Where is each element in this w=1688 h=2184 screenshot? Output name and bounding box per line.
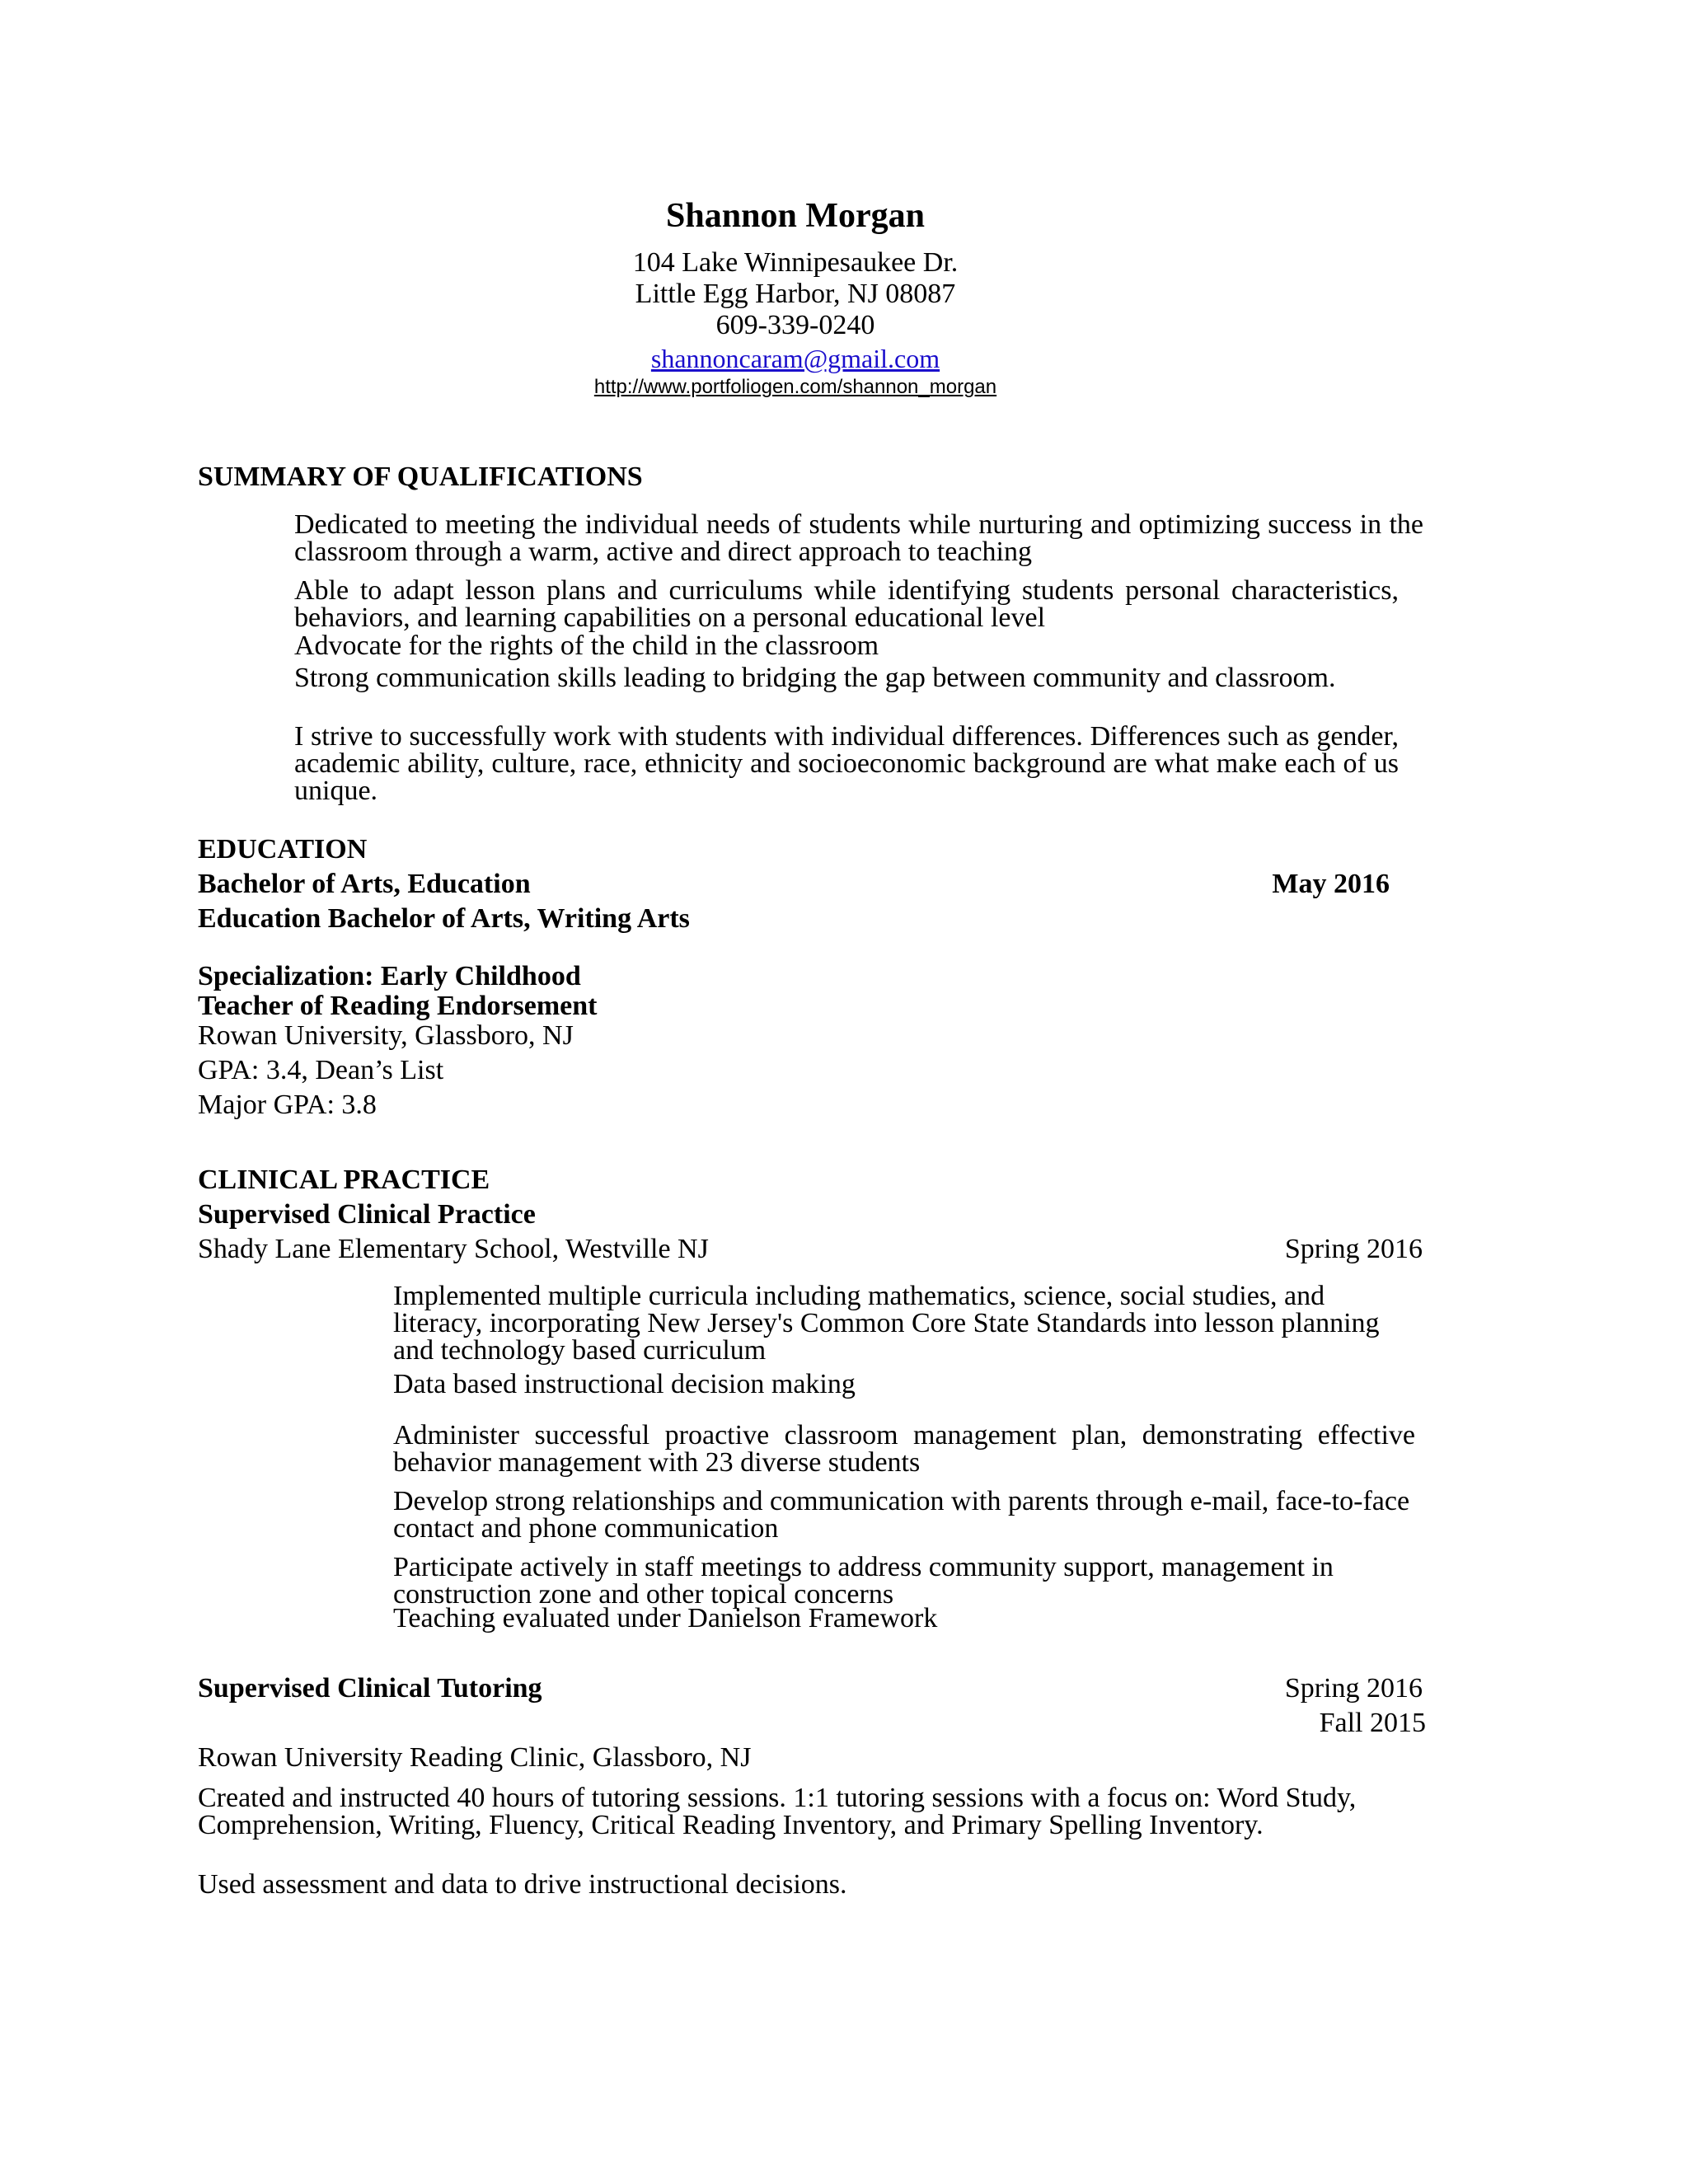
degree-title: Bachelor of Arts, Education xyxy=(198,869,531,899)
clinical-heading: CLINICAL PRACTICE xyxy=(198,1165,490,1195)
graduation-date: May 2016 xyxy=(1272,869,1390,899)
tutoring-title: Supervised Clinical Tutoring xyxy=(198,1673,542,1704)
email-link[interactable]: shannoncaram@gmail.com xyxy=(650,344,940,373)
tutoring-date: Spring 2016 xyxy=(1284,1673,1423,1704)
education-heading: EDUCATION xyxy=(198,834,368,865)
practice-location: Shady Lane Elementary School, Westville NJ xyxy=(198,1234,709,1264)
practice-date: Spring 2016 xyxy=(1284,1234,1423,1264)
summary-item: Strong communication skills leading to bridging the gap between community and classroom. xyxy=(294,663,1336,693)
portfolio-link[interactable]: http://www.portfoliogen.com/shannon_morgan xyxy=(593,376,997,398)
tutoring-location: Rowan University Reading Clinic, Glassboro, NJ xyxy=(198,1742,752,1773)
tutoring-date: Fall 2015 xyxy=(1319,1708,1426,1738)
phone-number: 609-339-0240 xyxy=(715,310,875,340)
tutoring-description: Used assessment and data to drive instructional decisions. xyxy=(198,1869,847,1900)
practice-item: Develop strong relationships and communication with parents through e-mail, face-to-face contact and phone communication xyxy=(393,1486,1410,1544)
endorsement: Teacher of Reading Endorsement xyxy=(198,991,598,1021)
practice-item: Data based instructional decision making xyxy=(393,1369,856,1399)
summary-item: Dedicated to meeting the individual needs of students while nurturing and optimizing success in the classroom through a warm, active and direct approach to teaching xyxy=(294,509,1423,567)
practice-item: Administer successful proactive classroom management plan, demonstrating effective behavior management with 23 diverse students xyxy=(393,1420,1415,1478)
summary-item: Able to adapt lesson plans and curriculums while identifying students personal characteristics, behaviors, and learning capabilities on a personal educational level xyxy=(294,575,1399,633)
gpa: GPA: 3.4, Dean’s List xyxy=(198,1055,444,1085)
summary-item: I strive to successfully work with students with individual differences. Differences such as gender, academic ability, culture, race, ethnicity and socioeconomic background are what make each of us unique. xyxy=(294,721,1399,806)
school-name: Rowan University, Glassboro, NJ xyxy=(198,1020,574,1051)
major-gpa: Major GPA: 3.8 xyxy=(198,1090,377,1120)
summary-heading: SUMMARY OF QUALIFICATIONS xyxy=(198,462,643,492)
resume-name: Shannon Morgan xyxy=(666,197,925,235)
practice-item: Participate actively in staff meetings to address community support, management in construction zone and other topical concerns xyxy=(393,1552,1334,1610)
summary-item: Advocate for the rights of the child in the classroom xyxy=(294,630,879,661)
address-line-1: 104 Lake Winnipesaukee Dr. xyxy=(632,247,959,278)
practice-item: Teaching evaluated under Danielson Framework xyxy=(393,1603,938,1633)
practice-title: Supervised Clinical Practice xyxy=(198,1199,536,1230)
tutoring-description: Created and instructed 40 hours of tutoring sessions. 1:1 tutoring sessions with a focus on: Word Study, Comprehension, Writing, Fluency, Critical Reading Inventory, and Primary Spelling Inventory. xyxy=(198,1783,1357,1840)
address-line-2: Little Egg Harbor, NJ 08087 xyxy=(635,279,956,309)
practice-item: Implemented multiple curricula including mathematics, science, social studies, and literacy, incorporating New Jersey's Common Core State Standards into lesson planning and technology based curriculum xyxy=(393,1281,1380,1366)
specialization: Specialization: Early Childhood xyxy=(198,961,581,991)
degree-title: Education Bachelor of Arts, Writing Arts xyxy=(198,903,690,934)
